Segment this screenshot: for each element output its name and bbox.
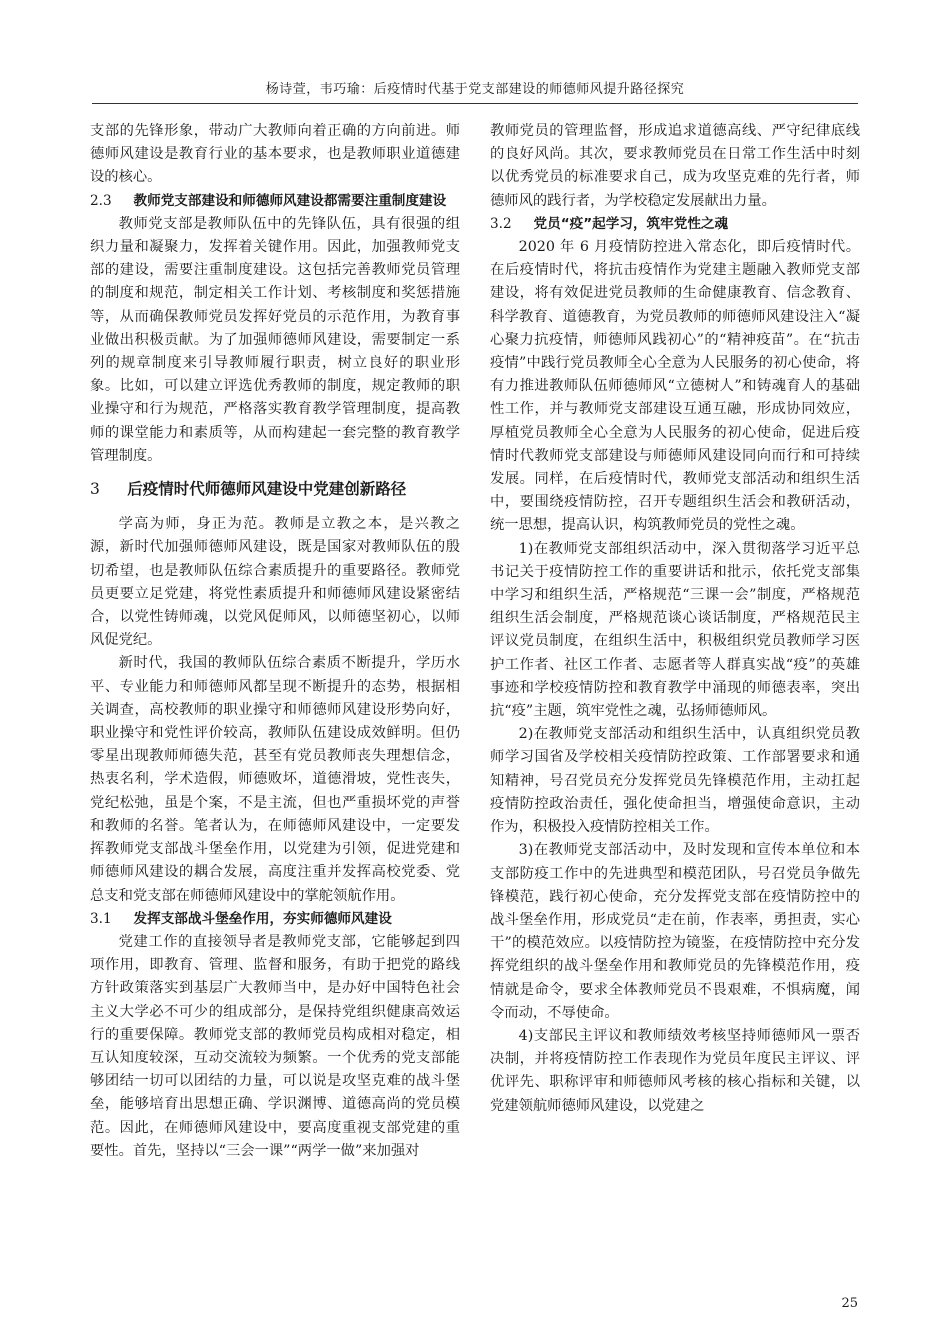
- section-heading-2-3: [90, 190, 460, 213]
- paragraph: 教师党支部是教师队伍中的先锋队伍，具有很强的组织力量和凝聚力，发挥着关键作用。因此，加强教师党支部的建设，需要注重制度建设。这包括完善教师党员管理的制度和规范，制定相关工作计划、考核制度和奖惩措施等，从而确保教师党员发挥好党员的示范作用，为教育事业做出积极贡献。为了加强师德师风建设，需要制定一系列的规章制度来引导教师履行职责，树立良好的职业形象。比如，可以建立评选优秀教师的制度，规定教师的职业操守和行为规范，严格落实教育教学管理制度，提高教师的课堂能力和素质等，从而构建起一套完整的教育教学管理制度。: [90, 215, 460, 464]
- list-item: 4)支部民主评议和教师绩效考核坚持师德师风一票否决制，并将疫情防控工作表现作为党员年度民主评议、评优评先、职称评审和师德师风考核的核心指标和关键，以党建领航师德师风建设，以党建之: [490, 1027, 860, 1114]
- section-number: 3.2: [490, 215, 512, 232]
- paragraph: 新时代，我国的教师队伍综合素质不断提升，学历水平、专业能力和师德师风都呈现不断提升的态势，根据相关调查，高校教师的职业操守和师德师风建设形势向好，职业操守和党性评价较高，教师队伍建设成效鲜明。但仍零星出现教师师德失范，甚至有党员教师丧失理想信念，热衷名利，学术造假，师德败坏，道德滑坡，党性丧失，党纪松弛，虽是个案，不是主流，但也严重损坏党的声誉和教师的名誉。笔者认为，在师德师风建设中，一定要发挥教师党支部战斗堡垒作用，以党建为引领，促进党建和师德师风建设的耦合发展，高度注重并发挥高校党委、党总支和党支部在师德师风建设中的掌舵领航作用。: [90, 655, 460, 904]
- section-title: 发挥支部战斗堡垒作用，夯实师德师风建设: [133, 910, 392, 927]
- section-number: 3: [90, 480, 100, 499]
- section-title: 党员“疫”起学习，筑牢党性之魂: [533, 215, 729, 232]
- section-number: 2.3: [90, 192, 112, 209]
- section-title: 后疫情时代师德师风建设中党建创新路径: [127, 480, 407, 499]
- section-heading-3-2: [490, 213, 860, 236]
- paragraph: 党建工作的直接领导者是教师党支部，它能够起到四项作用，即教育、管理、监督和服务，有助于把党的路线方针政策落实到基层广大教师当中，是办好中国特色社会主义大学必不可少的组成部分，是保持党组织健康高效运行的重要保障。教师党支部的教师党员构成相对稳定，相互认知度较深，互动交流较为频繁。一个优秀的党支部能够团结一切可以团结的力量，可以说是攻坚克难的战斗堡垒，能够培育出思想正确、学识渊博、道德高尚的党员模范。因此，在师德师风建设中，要高度重视支部党建的重要性。首先，坚持以“三会一课”“两学一做”来加强对: [90, 933, 460, 1159]
- page-number: 25: [841, 1296, 858, 1311]
- right-column: [490, 120, 860, 1118]
- section-title: 教师党支部建设和师德师风建设都需要注重制度建设: [133, 192, 447, 209]
- list-item: 3)在教师党支部活动中，及时发现和宣传本单位和本支部防疫工作中的先进典型和模范团队，号召党员争做先锋模范，践行初心使命，充分发挥党支部在疫情防控中的战斗堡垒作用，形成党员“走在前，作表率，勇担责，实心干”的模范效应。以疫情防控为镜鉴，在疫情防控中充分发挥党组织的战斗堡垒作用和教师党员的先锋模范作用，疫情就是命令，要求全体教师党员不畏艰难，不惧病魔，闻令而动，不辱使命。: [490, 842, 860, 1021]
- paragraph: 学高为师，身正为范。教师是立教之本，是兴教之源，新时代加强师德师风建设，既是国家对教师队伍的殷切希望，也是教师队伍综合素质提升的重要路径。教师党员更要立足党建，将党性素质提升和师德师风建设紧密结合，以党性铸师魂，以党风促师风，以师德坚初心，以师风促党纪。: [90, 516, 460, 649]
- list-item: 1)在教师党支部组织活动中，深入贯彻落学习近平总书记关于疫情防控工作的重要讲话和批示，依托党支部集中学习和组织生活，严格规范“三课一会”制度，严格规范组织生活会制度，严格规范谈心谈话制度，严格规范民主评议党员制度，在组织生活中，积极组织党员教师学习医护工作者、社区工作者、志愿者等人群真实战“疫”的英雄事迹和学校疫情防控和教育教学中涌现的师德表率，突出抗“疫”主题，筑牢党性之魂，弘扬师德师风。: [490, 540, 860, 720]
- paragraph: 教师党员的管理监督，形成追求道德高线、严守纪律底线的良好风尚。其次，要求教师党员在日常工作生活中时刻以优秀党员的标准要求自己，成为攻坚克难的先行者，师德师风的践行者，为学校稳定发展献出力量。: [490, 123, 860, 209]
- paragraph: 支部的先锋形象，带动广大教师向着正确的方向前进。师德师风建设是教育行业的基本要求，也是教师职业道德建设的核心。: [90, 123, 460, 186]
- section-heading-3-1: [90, 908, 460, 931]
- left-column: [90, 120, 460, 1163]
- running-header: 杨诗萱，韦巧瑜：后疫情时代基于党支部建设的师德师风提升路径探究: [92, 78, 858, 104]
- paragraph: 2020 年 6 月疫情防控进入常态化，即后疫情时代。在后疫情时代，将抗击疫情作为党建主题融入教师党支部建设，将有效促进党员教师的生命健康教育、信念教育、科学教育、道德教育，为党员教师的师德师风建设注入“凝心聚力抗疫情，师德师风践初心”的“精神疫苗”。在“抗击疫情”中践行党员教师全心全意为人民服务的初心使命，将有力推进教师队伍师德师风“立德树人”和铸魂育人的基础性工作，并与教师党支部建设互通互融，形成协同效应，厚植党员教师全心全意为人民服务的初心使命，促进后疫情时代教师党支部建设与师德师风建设同向而行和可持续发展。同样，在后疫情时代，教师党支部活动和组织生活中，要围绕疫情防控，召开专题组织生活会和教研活动，统一思想，提高认识，构筑教师党员的党性之魂。: [490, 239, 860, 534]
- list-item: 2)在教师党支部活动和组织生活中，认真组织党员教师学习国省及学校相关疫情防控政策、工作部署要求和通知精神，号召党员充分发挥党员先锋模范作用，主动扛起疫情防控政治责任，强化使命担当，增强使命意识，主动作为，积极投入疫情防控相关工作。: [490, 726, 860, 836]
- section-heading-3: [90, 478, 460, 501]
- section-number: 3.1: [90, 910, 112, 927]
